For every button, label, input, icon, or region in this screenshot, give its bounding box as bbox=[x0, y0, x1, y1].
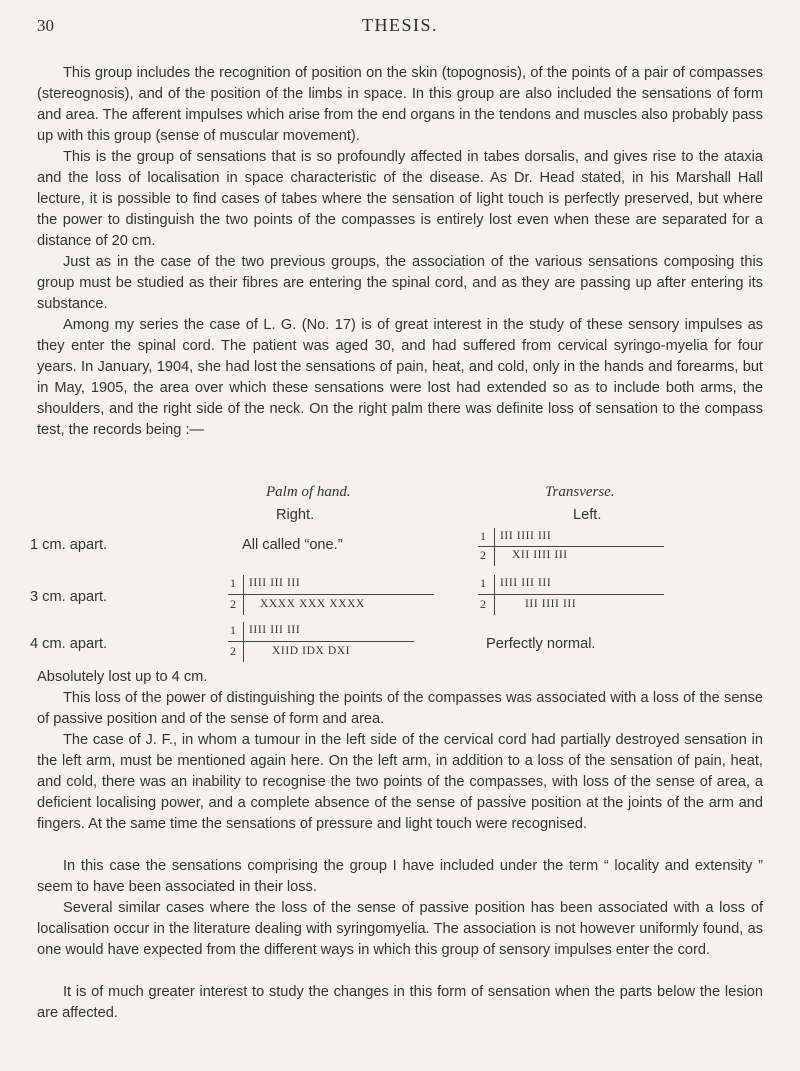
trial-marks: IIII III III bbox=[500, 577, 552, 589]
paragraph-topognosis: This group includes the recognition of position on the skin (topognosis), of the points of a pair of compasses (stereognosis), and of the position of the limbs in space. In this group are also included the sensations of form and area. The afferent impulses which arise from the end organs in the tendons and muscles also probably pass up with this group (sense of muscular movement). bbox=[37, 65, 763, 144]
paragraph-absolutely-lost: Absolutely lost up to 4 cm. bbox=[37, 669, 208, 685]
right-subheading: Right. bbox=[276, 507, 315, 523]
trial-marks: III IIII III bbox=[525, 598, 577, 610]
horizontal-rule bbox=[228, 594, 434, 595]
trial-number: 1 bbox=[480, 529, 486, 543]
trial-number: 2 bbox=[480, 548, 486, 562]
vertical-rule bbox=[243, 622, 244, 662]
horizontal-rule bbox=[478, 546, 664, 547]
trial-marks: III IIII III bbox=[500, 530, 552, 542]
vertical-rule bbox=[243, 575, 244, 615]
trial-number: 1 bbox=[230, 623, 236, 637]
paragraph-case-jf: The case of J. F., in whom a tumour in the left side of the cervical cord had partially destroyed sensation in the left arm, must be mentioned again here. On the left arm, in addition to a loss of the sensation of pain, heat, and cold, there was an inability to recognise the two points of the compasses, with loss of the sense of area, a deficient localising power, and a complete absence of the sense of passive position at the joints of the arm and fingers. At the same time the sensations of pressure and light touch were recognised. bbox=[37, 732, 763, 832]
row-label: 4 cm. apart. bbox=[30, 636, 108, 652]
running-title: THESIS. bbox=[361, 15, 438, 35]
paragraph-tabes: This is the group of sensations that is so profoundly affected in tabes dorsalis, and gives rise to the ataxia and the loss of localisation in space characteristic of the disease. As Dr. Head stated, in his Marshall Hall lecture, it is possible to find cases of tabes where the sensation of light touch is perfectly preserved, but where the power to distinguish the two points of the compasses is entirely lost even when these are separated for a distance of 20 cm. bbox=[37, 149, 763, 249]
palm-of-hand-heading: Palm of hand. bbox=[266, 484, 351, 500]
horizontal-rule bbox=[228, 641, 414, 642]
palm-result-text: All called “one.” bbox=[242, 537, 343, 553]
transverse-heading: Transverse. bbox=[545, 484, 615, 500]
paragraph-association: Just as in the case of the two previous groups, the association of the various sensations composing this group must be studied as their fibres are entering the spinal cord, and as they are passing up after entering its substance. bbox=[37, 254, 763, 312]
trial-marks: XXXX XXX XXXX bbox=[260, 598, 365, 610]
paragraph-case-lg: Among my series the case of L. G. (No. 17) is of great interest in the study of these sensory impulses as they enter the spinal cord. The patient was aged 30, and had suffered from cervical syringo-myelia for four years. In January, 1904, she had lost the sensations of pain, heat, and cold, only in the hands and forearms, but in May, 1905, the area over which these sensations were lost had extended so as to include both arms, the shoulders, and the right side of the neck. On the right palm there was definite loss of sensation to the compass test, the records being :— bbox=[37, 317, 763, 438]
trial-marks: XIID IDX DXI bbox=[272, 645, 351, 657]
trial-number: 2 bbox=[480, 597, 486, 611]
paragraph-similar-cases: Several similar cases where the loss of the sense of passive position has been associated with a loss of localisation occur in the literature dealing with syringomyelia. The association is not however uniformly found, as one would have expected from the different ways in which this group of sensory impulses enter the cord. bbox=[37, 900, 763, 958]
trial-marks: IIII III III bbox=[249, 624, 301, 636]
trial-number: 1 bbox=[480, 576, 486, 590]
trial-marks: IIII III III bbox=[249, 577, 301, 589]
trial-marks: XII IIII III bbox=[512, 549, 568, 561]
transverse-result-text: Perfectly normal. bbox=[486, 636, 596, 652]
row-label: 1 cm. apart. bbox=[30, 537, 108, 553]
vertical-rule bbox=[494, 528, 495, 566]
trial-number: 2 bbox=[230, 597, 236, 611]
left-subheading: Left. bbox=[573, 507, 602, 523]
page-number: 30 bbox=[37, 16, 54, 35]
paragraph-loss-of-power: This loss of the power of distinguishing the points of the compasses was associated with a loss of the sense of passive position and of the sense of form and area. bbox=[37, 690, 763, 727]
paragraph-greater-interest: It is of much greater interest to study the changes in this form of sensation when the parts below the lesion are affected. bbox=[37, 984, 763, 1021]
page-header bbox=[0, 14, 800, 38]
row-label: 3 cm. apart. bbox=[30, 589, 108, 605]
paragraph-locality-extensity: In this case the sensations comprising the group I have included under the term “ locality and extensity ” seem to have been associated in their loss. bbox=[37, 858, 763, 895]
trial-number: 2 bbox=[230, 644, 236, 658]
horizontal-rule bbox=[478, 594, 664, 595]
trial-number: 1 bbox=[230, 576, 236, 590]
vertical-rule bbox=[494, 575, 495, 615]
